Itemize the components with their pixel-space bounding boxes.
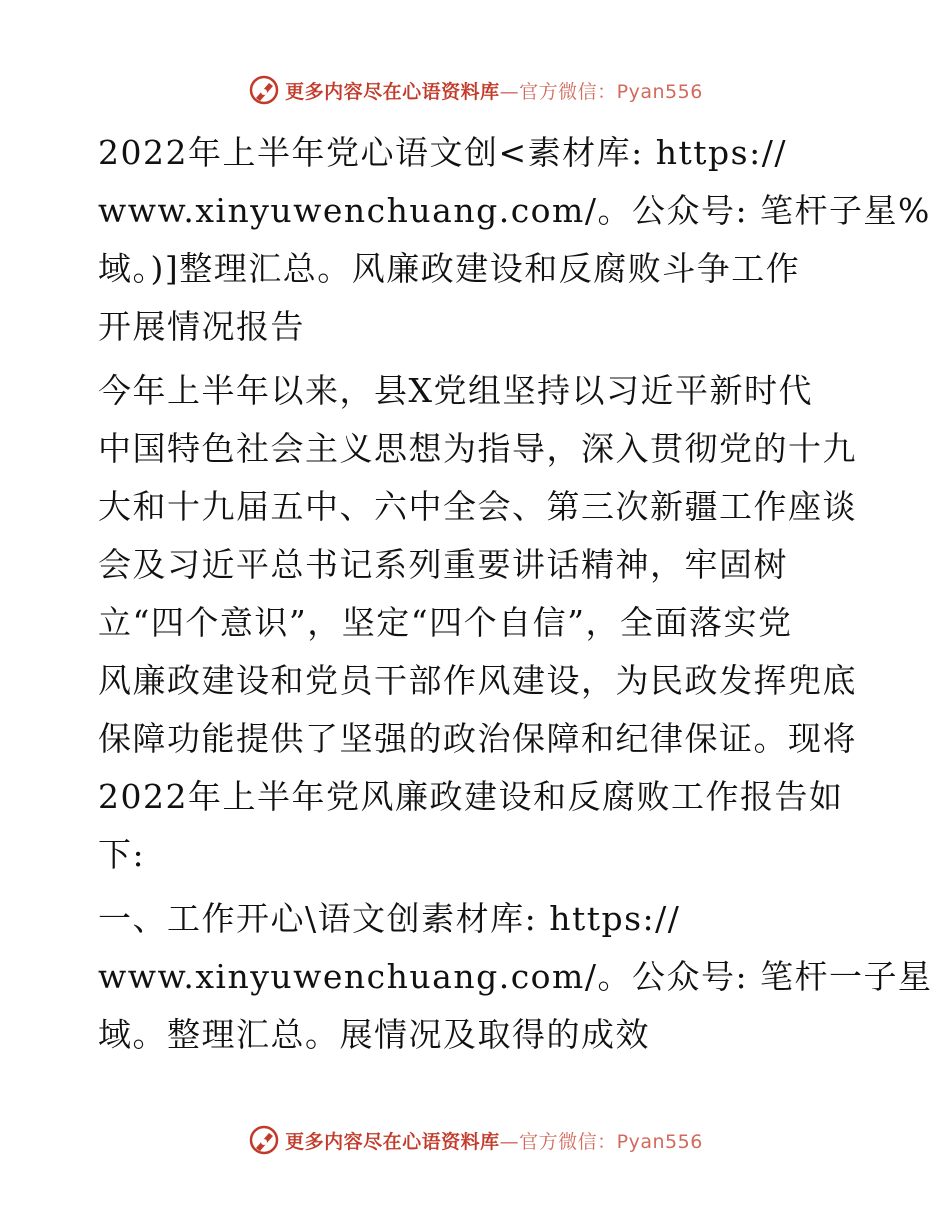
pen-logo-icon (247, 1123, 281, 1157)
text-line: www.xinyuwenchuang.com/。公众号: 笔杆子星% (98, 191, 931, 230)
document-body (98, 124, 933, 1070)
text-line: 大和十九届五中、六中全会、第三次新疆工作座谈 (98, 487, 857, 526)
text-line: 域。整理汇总。展情况及取得的成效 (98, 1015, 650, 1054)
text-line: 域。)]整理汇总。风廉政建设和反腐败斗争工作 (98, 249, 801, 288)
text-line: 立“四个意识”，坚定“四个自信”，全面落实党 (98, 603, 793, 642)
footer-watermark (0, 1120, 950, 1160)
paragraph-section-one (98, 890, 933, 1064)
paragraph-title (98, 124, 931, 356)
watermark-text: 更多内容尽在心语资料库—官方微信：Pyan556 (285, 1130, 703, 1153)
text-line: 风廉政建设和党员干部作风建设，为民政发挥兜底 (98, 661, 857, 700)
text-line: 开展情况报告 (98, 307, 305, 346)
text-line: www.xinyuwenchuang.com/。公众号: 笔杆一子星 (98, 957, 933, 996)
text-line: 一、工作开心\语文创素材库: https:// (98, 899, 681, 938)
text-line: 保障功能提供了坚强的政治保障和纪律保证。现将 (98, 719, 857, 758)
text-line: 下: (98, 835, 146, 874)
text-line: 中国特色社会主义思想为指导，深入贯彻党的十九 (98, 429, 857, 468)
text-line: 2022年上半年党心语文创<素材库: https:// (98, 133, 787, 172)
header-watermark (0, 70, 950, 110)
text-line: 会及习近平总书记系列重要讲话精神，牢固树 (98, 545, 788, 584)
text-line: 今年上半年以来，县X党组坚持以习近平新时代 (98, 371, 813, 410)
pen-logo-icon (247, 73, 281, 107)
paragraph-intro (98, 362, 858, 884)
watermark-text: 更多内容尽在心语资料库—官方微信：Pyan556 (285, 80, 703, 103)
text-line: 2022年上半年党风廉政建设和反腐败工作报告如 (98, 777, 844, 816)
